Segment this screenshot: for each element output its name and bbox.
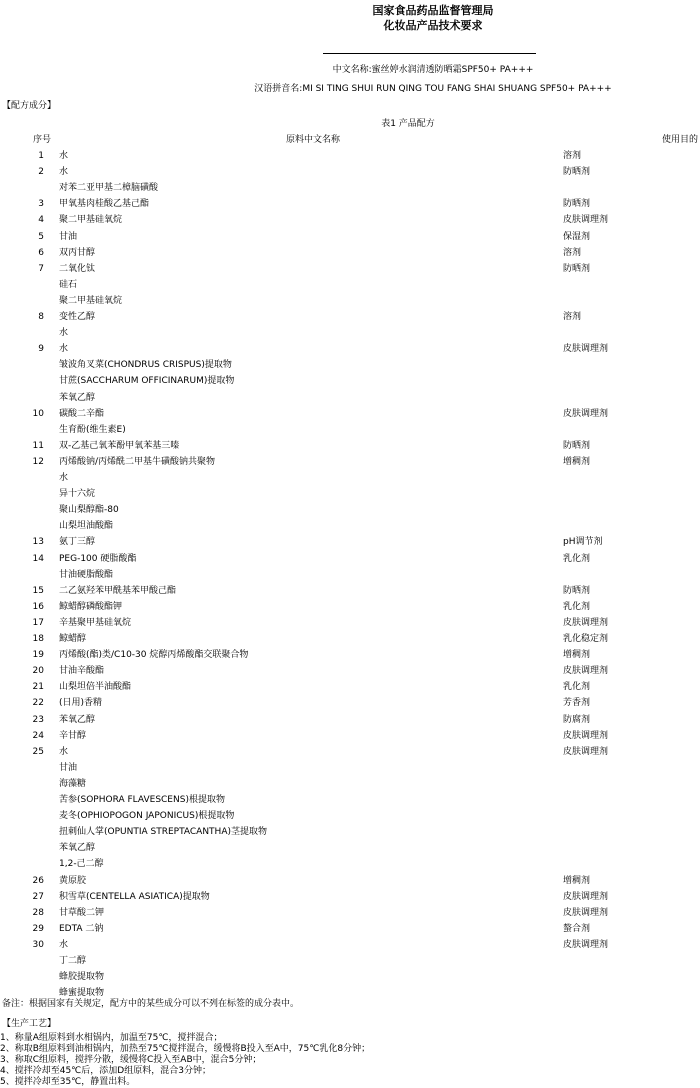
ingredient-name: 水 — [59, 940, 69, 950]
ingredient-name: 山梨坦倍半油酸酯 — [59, 682, 132, 692]
ingredient-name: 海藻糖 — [59, 779, 87, 789]
ingredient-name: 双丙甘醇 — [59, 248, 96, 258]
usage-purpose: pH调节剂 — [563, 537, 603, 547]
usage-purpose: 溶剂 — [563, 248, 582, 258]
process-section-heading: 【生产工艺】 — [2, 1019, 57, 1029]
ingredient-name: PEG-100 硬脂酸酯 — [59, 554, 137, 564]
ingredient-name: 氨丁三醇 — [59, 537, 96, 547]
column-header-ingredient: 原料中文名称 — [285, 135, 340, 145]
row-number: 21 — [32, 682, 44, 692]
ingredient-name: 苦参(SOPHORA FLAVESCENS)根提取物 — [59, 795, 225, 805]
ingredient-name: 双-乙基己氧苯酚甲氧苯基三嗪 — [59, 441, 180, 451]
usage-purpose: 皮肤调理剂 — [563, 940, 609, 950]
usage-purpose: 皮肤调理剂 — [563, 215, 609, 225]
ingredient-name: 甘油 — [59, 763, 78, 773]
row-number: 9 — [38, 344, 44, 354]
ingredient-name: (日用)香精 — [59, 698, 103, 708]
ingredient-name: 二氧化钛 — [59, 264, 96, 274]
ingredient-name: 聚二甲基硅氧烷 — [59, 296, 123, 306]
ingredient-name: 水 — [59, 747, 69, 757]
formula-note: 备注：根据国家有关规定，配方中的某些成分可以不列在标签的成分表中。 — [2, 999, 300, 1009]
usage-purpose: 乳化剂 — [563, 602, 591, 612]
row-number: 24 — [32, 731, 44, 741]
row-number: 17 — [32, 618, 44, 628]
row-number: 16 — [32, 602, 44, 612]
ingredient-name: 硅石 — [59, 280, 78, 290]
process-step: 5、搅拌冷却至35℃，静置出料。 — [0, 1077, 136, 1087]
process-step: 2、称取B组原料到油相锅内，加热至75℃搅拌混合，缓慢将B投入至A中，75℃乳化8分钟； — [0, 1044, 371, 1054]
row-number: 2 — [38, 167, 44, 177]
ingredient-name: 聚山梨醇酯-80 — [59, 505, 119, 515]
usage-purpose: 增稠剂 — [563, 650, 591, 660]
usage-purpose: 乳化剂 — [563, 682, 591, 692]
usage-purpose: 防晒剂 — [563, 441, 591, 451]
formula-section-heading: 【配方成分】 — [2, 101, 57, 111]
row-number: 6 — [38, 248, 44, 258]
usage-purpose: 皮肤调理剂 — [563, 892, 609, 902]
process-step: 3、称取C组原料，搅拌分散，缓慢将C投入至AB中，混合5分钟； — [0, 1055, 262, 1065]
ingredient-name: 麦冬(OPHIOPOGON JAPONICUS)根提取物 — [59, 811, 235, 821]
ingredient-name: 山梨坦油酸酯 — [59, 521, 114, 531]
ingredient-name: EDTA 二钠 — [59, 924, 104, 934]
ingredient-name: 水 — [59, 151, 69, 161]
table-caption: 表1 产品配方 — [381, 119, 435, 129]
ingredient-name: 甘蔗(SACCHARUM OFFICINARUM)提取物 — [59, 376, 235, 386]
ingredient-name: 水 — [59, 473, 69, 483]
row-number: 15 — [32, 586, 44, 596]
ingredient-name: 甘油辛酸酯 — [59, 666, 105, 676]
usage-purpose: 增稠剂 — [563, 876, 591, 886]
title-divider — [323, 53, 536, 54]
ingredient-name: 积雪草(CENTELLA ASIATICA)提取物 — [59, 892, 210, 902]
ingredient-name: 甘油硬脂酸酯 — [59, 570, 114, 580]
document-title: 国家食品药品监督管理局 — [372, 4, 494, 17]
ingredient-name: 二乙氨羟苯甲酰基苯甲酸己酯 — [59, 586, 177, 596]
row-number: 23 — [32, 715, 44, 725]
usage-purpose: 皮肤调理剂 — [563, 409, 609, 419]
pinyin-product-name: 汉语拼音名:MI SI TING SHUI RUN QING TOU FANG SHAI SHUANG SPF50+ PA+++ — [254, 84, 612, 94]
usage-purpose: 乳化稳定剂 — [563, 634, 609, 644]
ingredient-name: 水 — [59, 328, 69, 338]
row-number: 29 — [32, 924, 44, 934]
ingredient-name: 皱波角叉菜(CHONDRUS CRISPUS)提取物 — [59, 360, 232, 370]
ingredient-name: 丙烯酸钠/丙烯酰二甲基牛磺酸钠共聚物 — [59, 457, 216, 467]
ingredient-name: 蜂胶提取物 — [59, 972, 105, 982]
usage-purpose: 防晒剂 — [563, 586, 591, 596]
row-number: 1 — [38, 151, 44, 161]
process-step: 4、搅拌冷却至45℃后，添加D组原料，混合3分钟； — [0, 1066, 211, 1076]
row-number: 26 — [32, 876, 44, 886]
row-number: 22 — [32, 698, 44, 708]
ingredient-name: 水 — [59, 344, 69, 354]
ingredient-name: 对苯二亚甲基二樟脑磺酸 — [59, 183, 159, 193]
ingredient-name: 苯氧乙醇 — [59, 393, 96, 403]
ingredient-name: 丙烯酸(酯)类/C10-30 烷醇丙烯酸酯交联聚合物 — [59, 650, 249, 660]
usage-purpose: 皮肤调理剂 — [563, 731, 609, 741]
row-number: 28 — [32, 908, 44, 918]
usage-purpose: 皮肤调理剂 — [563, 666, 609, 676]
process-step: 1、称量A组原料到水相锅内，加温至75℃，搅拌混合； — [0, 1033, 223, 1043]
ingredient-name: 苯氧乙醇 — [59, 843, 96, 853]
row-number: 8 — [38, 312, 44, 322]
row-number: 3 — [38, 199, 44, 209]
ingredient-name: 变性乙醇 — [59, 312, 96, 322]
document-subtitle: 化妆品产品技术要求 — [383, 19, 483, 32]
usage-purpose: 溶剂 — [563, 312, 582, 322]
usage-purpose: 皮肤调理剂 — [563, 747, 609, 757]
ingredient-name: 甲氧基肉桂酸乙基己酯 — [59, 199, 150, 209]
ingredient-name: 水 — [59, 167, 69, 177]
ingredient-name: 扭刺仙人掌(OPUNTIA STREPTACANTHA)茎提取物 — [59, 827, 267, 837]
usage-purpose: 保湿剂 — [563, 232, 591, 242]
ingredient-name: 生育酚(维生素E) — [59, 425, 126, 435]
column-header-purpose: 使用目的 — [662, 135, 699, 145]
row-number: 27 — [32, 892, 44, 902]
row-number: 13 — [32, 537, 44, 547]
row-number: 4 — [38, 215, 44, 225]
row-number: 30 — [32, 940, 44, 950]
ingredient-name: 碳酸二辛酯 — [59, 409, 105, 419]
row-number: 7 — [38, 264, 44, 274]
ingredient-name: 异十六烷 — [59, 489, 96, 499]
ingredient-name: 鲸蜡醇磷酸酯钾 — [59, 602, 123, 612]
usage-purpose: 防晒剂 — [563, 167, 591, 177]
usage-purpose: 防晒剂 — [563, 199, 591, 209]
row-number: 10 — [32, 409, 44, 419]
ingredient-name: 辛甘醇 — [59, 731, 87, 741]
usage-purpose: 防腐剂 — [563, 715, 591, 725]
usage-purpose: 皮肤调理剂 — [563, 618, 609, 628]
usage-purpose: 皮肤调理剂 — [563, 908, 609, 918]
row-number: 5 — [38, 232, 44, 242]
row-number: 20 — [32, 666, 44, 676]
ingredient-name: 辛基聚甲基硅氧烷 — [59, 618, 132, 628]
usage-purpose: 增稠剂 — [563, 457, 591, 467]
row-number: 12 — [32, 457, 44, 467]
ingredient-name: 1,2-己二醇 — [59, 859, 104, 869]
ingredient-name: 黄原胶 — [59, 876, 87, 886]
row-number: 18 — [32, 634, 44, 644]
ingredient-name: 甘草酸二钾 — [59, 908, 105, 918]
usage-purpose: 防晒剂 — [563, 264, 591, 274]
ingredient-name: 蜂蜜提取物 — [59, 988, 105, 998]
ingredient-name: 苯氧乙醇 — [59, 715, 96, 725]
ingredient-name: 鲸蜡醇 — [59, 634, 87, 644]
row-number: 19 — [32, 650, 44, 660]
ingredient-name: 丁二醇 — [59, 956, 87, 966]
row-number: 11 — [32, 441, 44, 451]
usage-purpose: 乳化剂 — [563, 554, 591, 564]
row-number: 14 — [32, 554, 44, 564]
column-header-number: 序号 — [33, 135, 52, 145]
chinese-product-name: 中文名称:蜜丝婷水润清透防晒霜SPF50+ PA+++ — [332, 65, 534, 75]
ingredient-name: 聚二甲基硅氧烷 — [59, 215, 123, 225]
usage-purpose: 芳香剂 — [563, 698, 591, 708]
usage-purpose: 皮肤调理剂 — [563, 344, 609, 354]
row-number: 25 — [32, 747, 44, 757]
usage-purpose: 螯合剂 — [563, 924, 591, 934]
ingredient-name: 甘油 — [59, 232, 78, 242]
usage-purpose: 溶剂 — [563, 151, 582, 161]
